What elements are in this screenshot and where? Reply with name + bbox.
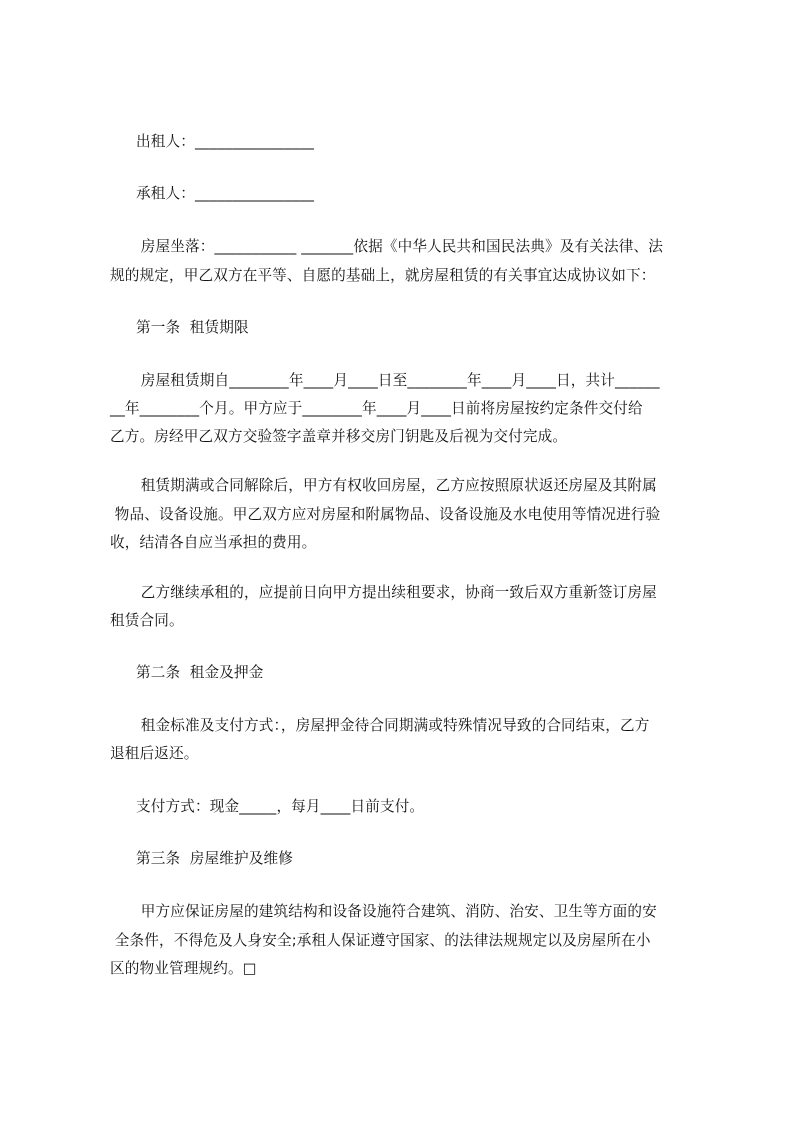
payment-method-line: 支付方式：现金_____，每月____日前支付。 xyxy=(136,798,425,815)
article-2-title: 第二条 租金及押金 xyxy=(136,664,264,681)
article-1-para-2-line-2: 物品、设备设施。甲乙双方应对房屋和附属物品、设备设施及水电使用等情况进行验 xyxy=(110,506,661,523)
article-1-para-1-line-2: __年________个月。甲方应于________年____月____日前将房屋按约定条件交付给 xyxy=(110,400,643,417)
article-3-para-1-line-1: 甲方应保证房屋的建筑结构和设备设施符合建筑、消防、治安、卫生等方面的安 xyxy=(136,903,657,920)
lessee-line: 承租人：________________ xyxy=(136,185,315,202)
article-2-para-1-line-1: 租金标准及支付方式：，房屋押金待合同期满或特殊情况导致的合同结束，乙方 xyxy=(136,717,650,734)
article-1-para-3-line-2: 租赁合同。 xyxy=(110,612,184,629)
article-1-para-1-line-3: 乙方。房经甲乙双方交验签字盖章并移交房门钥匙及后视为交付完成。 xyxy=(110,428,568,445)
lessor-line: 出租人：________________ xyxy=(136,133,315,150)
article-3-para-1-line-2: 全条件，不得危及人身安全;承租人保证遵守国家、的法律法规规定以及房屋所在小 xyxy=(110,932,651,949)
article-1-para-3-line-1: 乙方继续承租的，应提前日向甲方提出续租要求，协商一致后双方重新签订房屋 xyxy=(136,584,657,601)
intro-line-1: 房屋坐落：___________ _______依据《中华人民共和国民法典》及有关法律、法 xyxy=(136,238,663,255)
article-3-title: 第三条 房屋维护及维修 xyxy=(136,850,294,867)
article-1-para-1-line-1: 房屋租赁期自________年____月____日至________年____月____日，共计______ xyxy=(136,372,660,389)
article-3-para-1-line-3: 区的物业管理规约。□ xyxy=(110,960,257,977)
article-1-para-2-line-1: 租赁期满或合同解除后，甲方有权收回房屋，乙方应按照原状返还房屋及其附属 xyxy=(136,477,657,494)
article-2-para-1-line-2: 退租后返还。 xyxy=(110,745,199,762)
article-1-title: 第一条 租赁期限 xyxy=(136,319,249,336)
article-1-para-2-line-3: 收，结清各自应当承担的费用。 xyxy=(110,534,317,551)
intro-line-2: 规的规定，甲乙双方在平等、自愿的基础上，就房屋租赁的有关事宜达成协议如下： xyxy=(110,267,656,284)
